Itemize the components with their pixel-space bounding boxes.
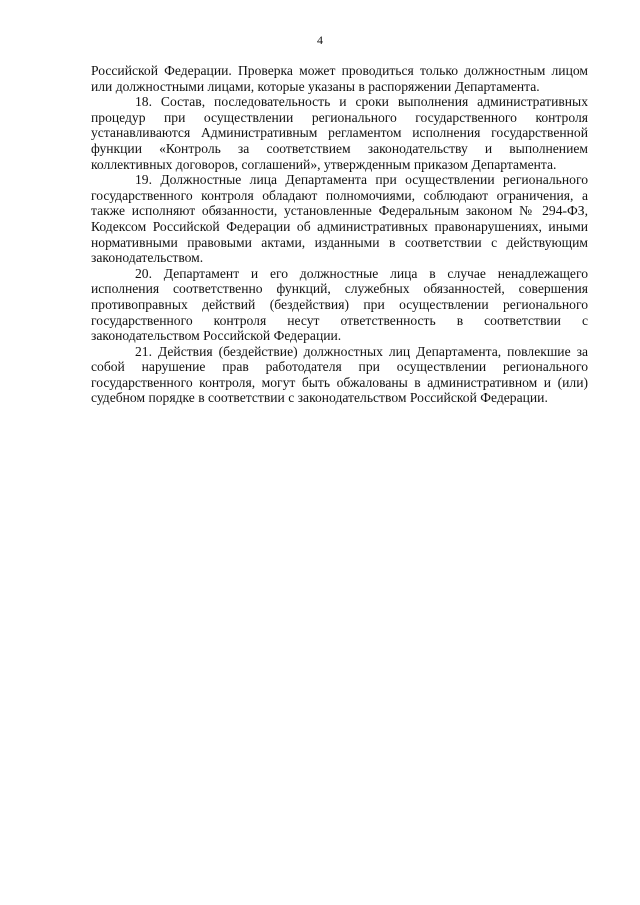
paragraph-20: 20. Департамент и его должностные лица в случае ненадлежащего исполнения соответственно функций, служебных обязанностей, совершения противоправных действий (бездействия) при осуществлении регионального государственного контроля несут ответственность в соответствии с законодательством Российской Федерации. (91, 265, 588, 344)
paragraph-21: 21. Действия (бездействие) должностных лиц Департамента, повлекшие за собой нарушение прав работодателя при осуществлении регионального государственного контроля, могут быть обжалованы в административном и (или) судебном порядке в соответствии с законодательством Российской Федерации. (91, 343, 588, 406)
paragraph-18: 18. Состав, последовательность и сроки выполнения административных процедур при осуществлении регионального государственного контроля устанавливаются Административным регламентом исполнения государственной функции «Контроль за соответствием законодательству и выполнением коллективных договоров, соглашений», утвержденным приказом Департамента. (91, 94, 588, 172)
page-number: 4 (317, 33, 323, 47)
paragraph-continuation: Российской Федерации. Проверка может проводиться только должностным лицом или должностными лицами, которые указаны в распоряжении Департамента. (91, 63, 588, 94)
document-body (91, 63, 588, 406)
paragraph-19: 19. Должностные лица Департамента при осуществлении регионального государственного контроля обладают полномочиями, соблюдают ограничения, а также исполняют обязанности, установленные Федеральным законом № 294-ФЗ, Кодексом Российской Федерации об административных правонарушениях, иными нормативными правовыми актами, изданными в соответствии с действующим законодательством. (91, 172, 588, 266)
